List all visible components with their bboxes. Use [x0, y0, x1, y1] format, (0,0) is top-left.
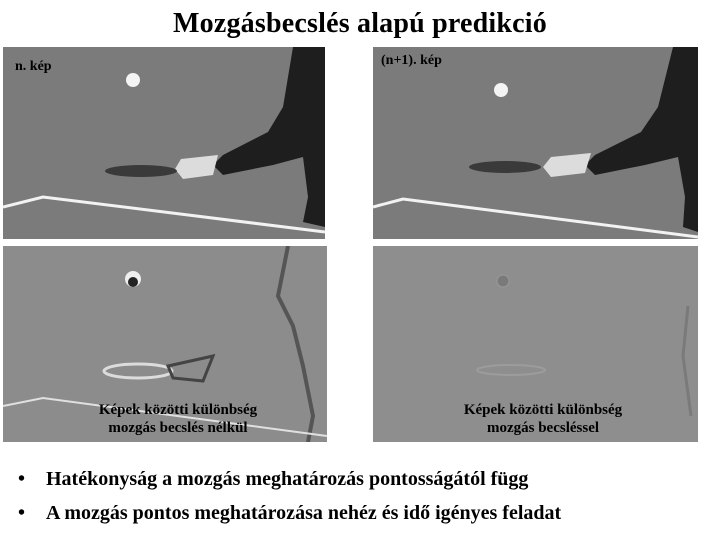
caption-line-2: mozgás becsléssel — [486, 420, 600, 436]
bullet-text: A mozgás pontos meghatározása nehéz és idő igényes feladat — [46, 502, 562, 524]
slide-title: Mozgásbecslés alapú predikció — [173, 8, 547, 39]
difference-without-estimation-caption — [43, 401, 313, 437]
difference-without-estimation-photo — [3, 246, 327, 442]
bullet-item — [18, 462, 708, 496]
bullet-item — [18, 496, 708, 530]
frame-n-photo — [3, 47, 325, 239]
frame-n-plus-1-photo — [373, 47, 698, 239]
frame-n-label: n. kép — [15, 59, 52, 74]
table-tennis-photo-icon — [3, 47, 325, 239]
table-tennis-photo-icon — [373, 47, 698, 239]
caption-line-1: Képek közötti különbség — [463, 402, 623, 418]
difference-with-estimation-photo — [373, 246, 698, 442]
bullet-dot-icon: • — [18, 468, 26, 490]
bullet-dot-icon: • — [18, 502, 26, 524]
caption-line-1: Képek közötti különbség — [98, 402, 258, 418]
bullet-text: Hatékonyság a mozgás meghatározás pontosságától függ — [46, 468, 529, 490]
caption-line-2: mozgás becslés nélkül — [108, 420, 248, 436]
bullet-list — [18, 462, 708, 530]
difference-with-estimation-caption — [413, 401, 673, 437]
frame-n-plus-1-label: (n+1). kép — [381, 53, 442, 68]
